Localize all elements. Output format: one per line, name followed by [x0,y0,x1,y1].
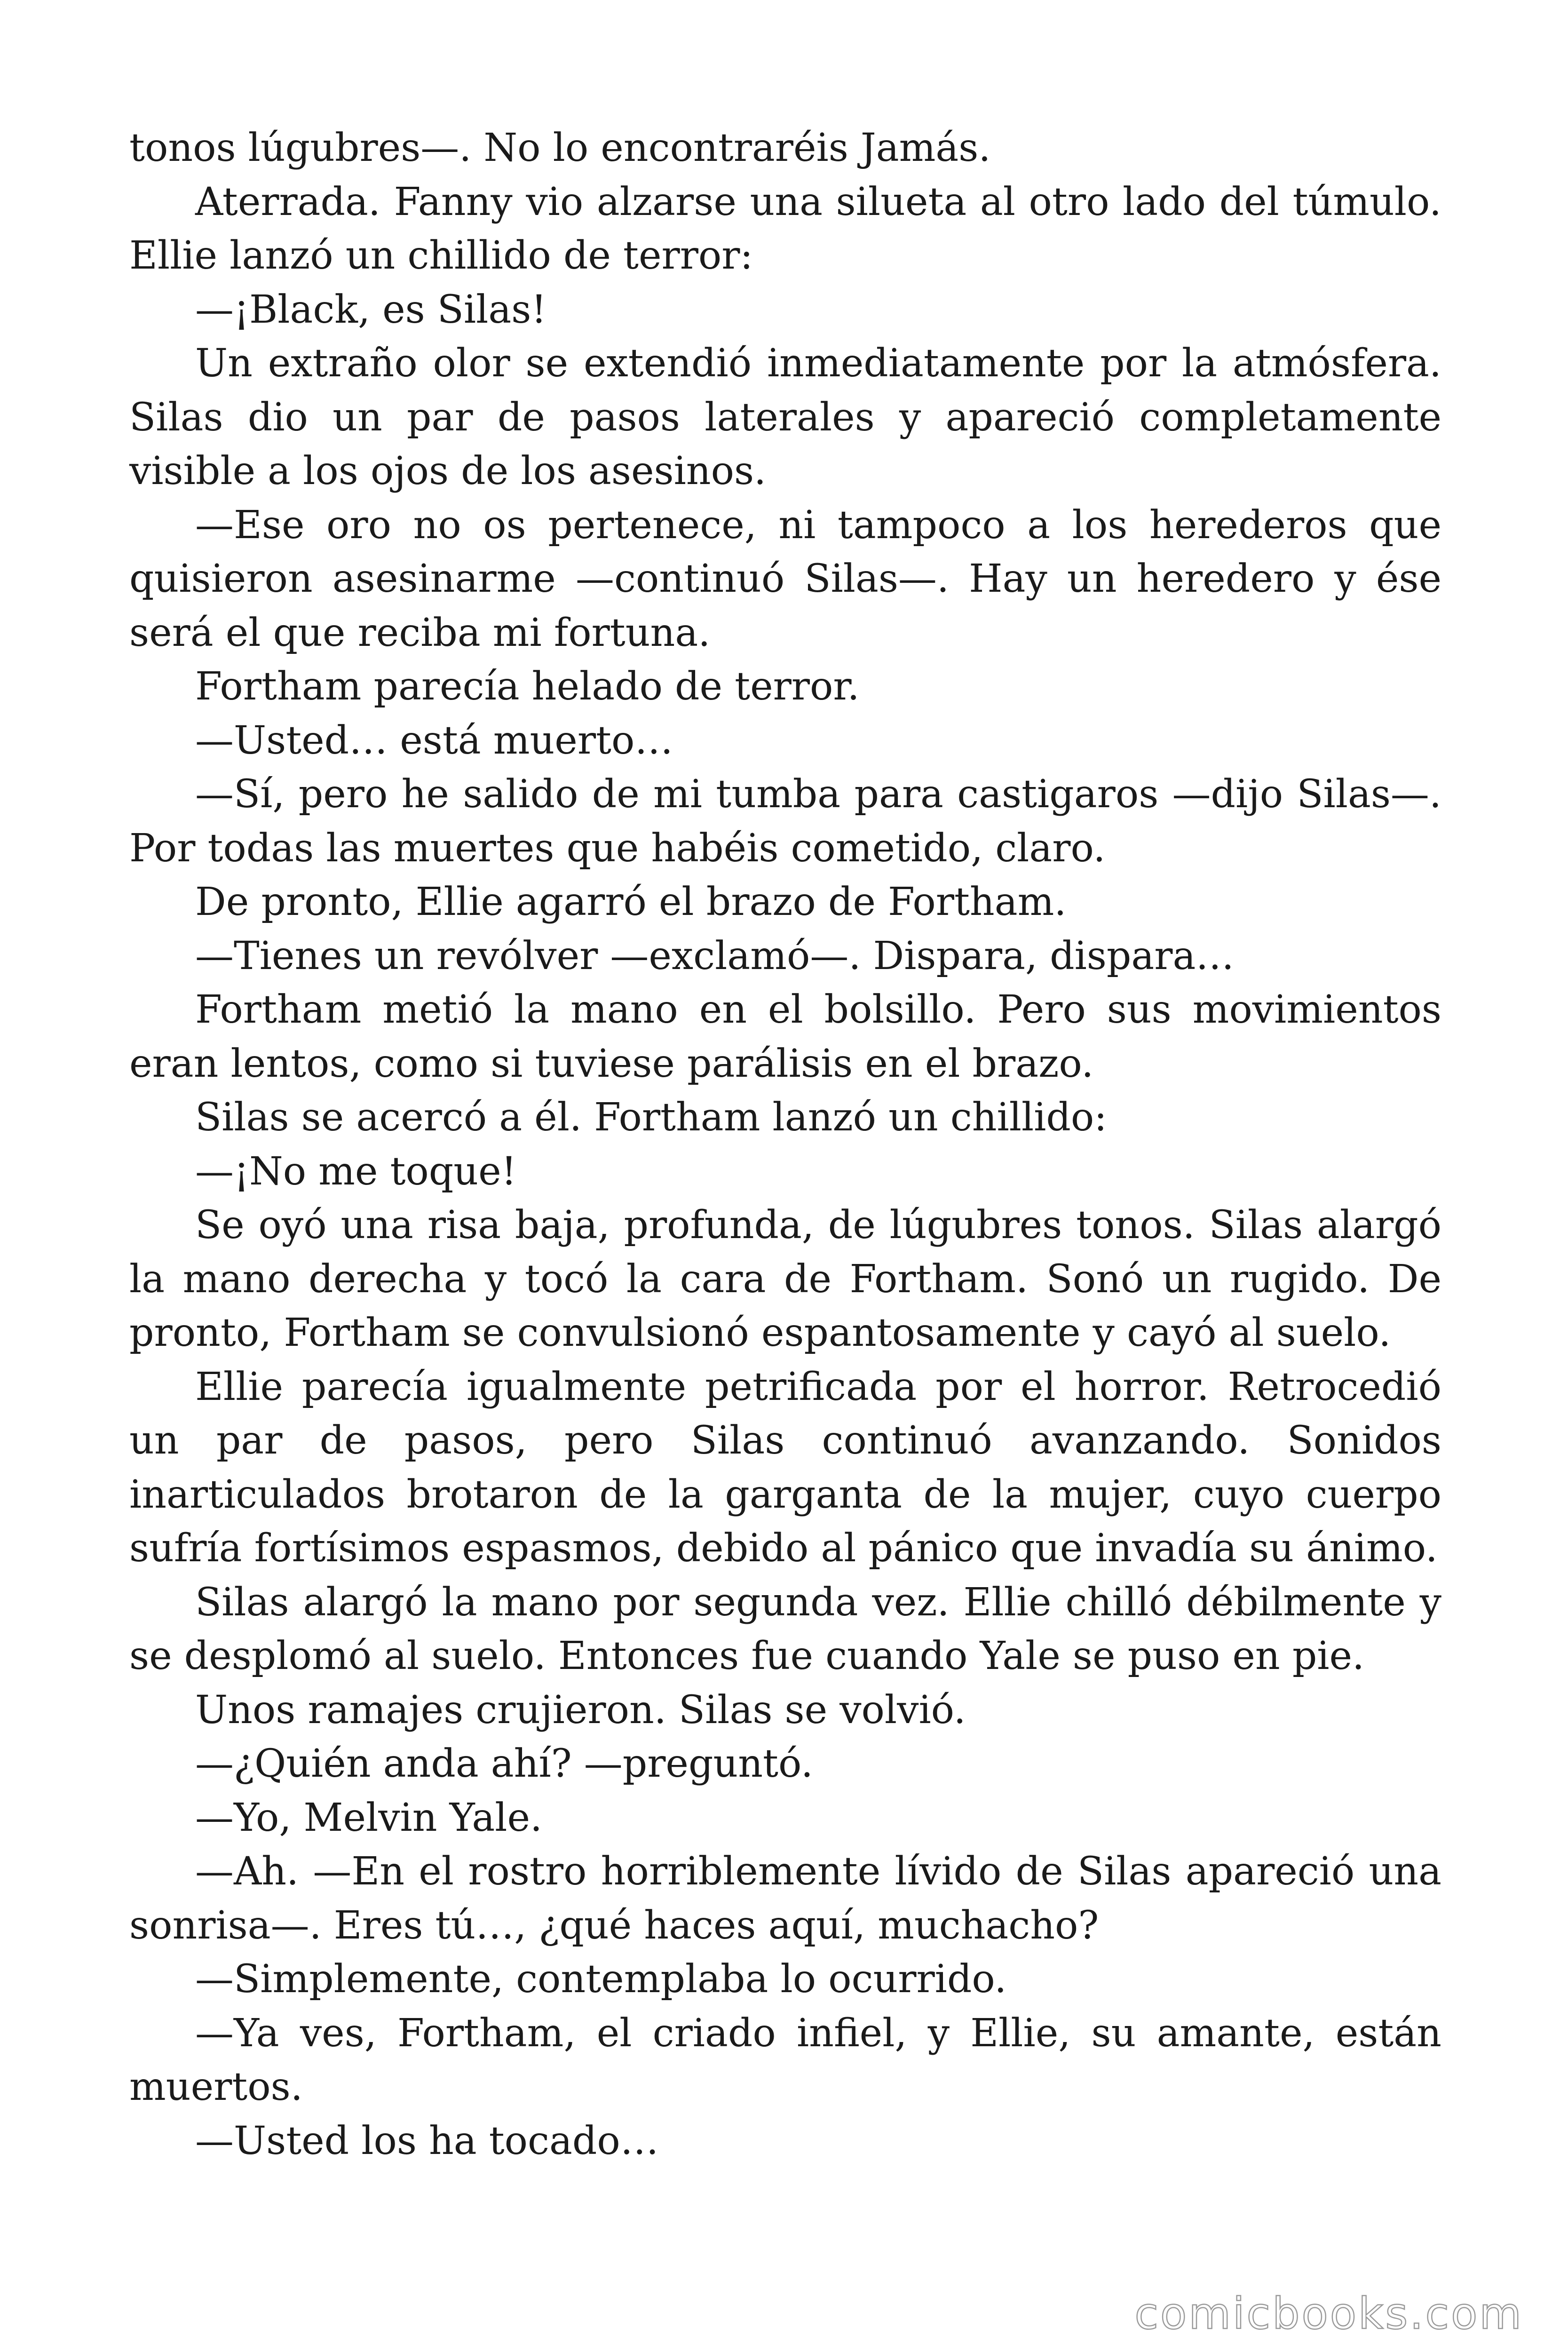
paragraph-13: —¡No me toque! [195,1149,517,1194]
paragraph-11: Fortham metió la mano en el bolsillo. Pero sus movimientos eran lentos, como si tuviese parálisis en el brazo. [129,987,1441,1086]
paragraph-9: De pronto, Ellie agarró el brazo de Fortham. [195,880,1067,924]
paragraph-8: —Sí, pero he salido de mi tumba para castigaros —dijo Silas—. Por todas las muertes que habéis cometido, claro. [129,772,1441,871]
paragraph-16: Silas alargó la mano por segunda vez. Ellie chilló débilmente y se desplomó al suelo. Entonces fue cuando Yale se puso en pie. [129,1580,1441,1678]
paragraph-23: —Usted los ha tocado… [195,2118,659,2163]
paragraph-18: —¿Quién anda ahí? —preguntó. [195,1741,814,1786]
paragraph-12: Silas se acercó a él. Fortham lanzó un chillido: [195,1095,1107,1140]
watermark: comicbooks.com [1134,2288,1523,2339]
paragraph-21: —Simplemente, contemplaba lo ocurrido. [195,1957,1007,2002]
paragraph-2: Aterrada. Fanny vio alzarse una silueta al otro lado del túmulo. Ellie lanzó un chillido de terror: [129,179,1441,278]
paragraph-6: Fortham parecía helado de terror. [195,664,860,709]
paragraph-17: Unos ramajes crujieron. Silas se volvió. [195,1687,966,1732]
paragraph-5: —Ese oro no os pertenece, ni tampoco a los herederos que quisieron asesinarme —continuó Silas—. Hay un heredero y ése será el que reciba mi fortuna. [129,502,1441,655]
paragraph-19: —Yo, Melvin Yale. [195,1795,543,1840]
paragraph-7: —Usted… está muerto… [195,718,673,763]
paragraph-22: —Ya ves, Fortham, el criado infiel, y Ellie, su amante, están muertos. [129,2010,1441,2109]
paragraph-14: Se oyó una risa baja, profunda, de lúgubres tonos. Silas alargó la mano derecha y tocó la cara de Fortham. Sonó un rugido. De pronto, Fortham se convulsionó espantosamente y cayó al suelo. [129,1203,1441,1355]
paragraph-1: tonos lúgubres—. No lo encontraréis Jamás. [129,126,991,170]
paragraph-3: —¡Black, es Silas! [195,287,547,332]
paragraph-10: —Tienes un revólver —exclamó—. Dispara, dispara… [195,933,1235,978]
paragraph-15: Ellie parecía igualmente petrificada por el horror. Retrocedió un par de pasos, pero Silas continuó avanzando. Sonidos inarticulados brotaron de la garganta de la mujer, cuyo cuerpo sufría fortísimos espasmos, debido al pánico que invadía su ánimo. [129,1364,1441,1571]
body-text [129,121,1441,2168]
paragraph-4: Un extraño olor se extendió inmediatamente por la atmósfera. Silas dio un par de pasos laterales y apareció completamente visible a los ojos de los asesinos. [129,341,1441,493]
paragraph-20: —Ah. —En el rostro horriblemente lívido de Silas apareció una sonrisa—. Eres tú…, ¿qué haces aquí, muchacho? [129,1849,1441,1948]
